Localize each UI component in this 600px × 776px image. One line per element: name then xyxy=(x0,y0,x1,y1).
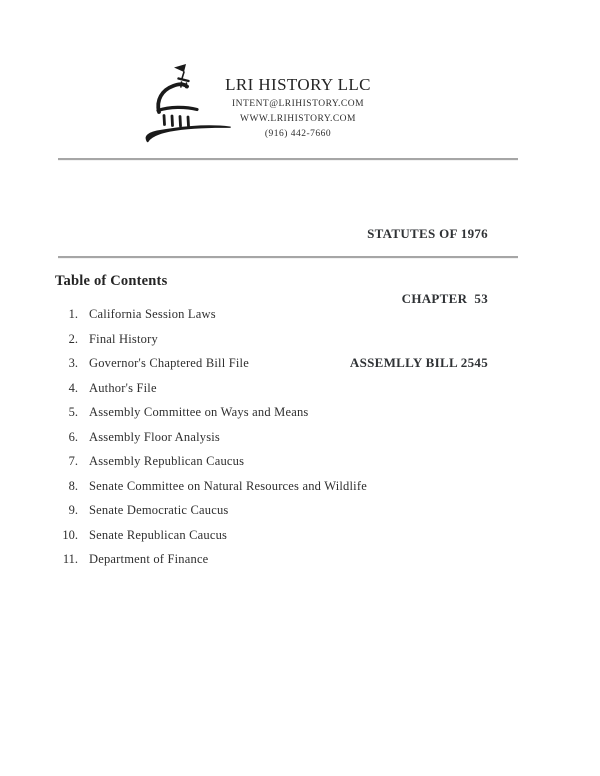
toc-item xyxy=(0,425,560,450)
toc-item-label: Governor's Chaptered Bill File xyxy=(89,356,249,370)
company-name: LRI HISTORY LLC xyxy=(225,75,371,94)
toc-item xyxy=(0,376,560,401)
flag-shape xyxy=(174,64,186,72)
company-phone: (916) 442-7660 xyxy=(264,129,332,139)
toc-item-number: 6. xyxy=(68,429,78,444)
contact-info xyxy=(208,97,388,142)
toc-item-label: Final History xyxy=(89,331,158,346)
bill-line: ASSEMLLY BILL 2545 xyxy=(349,355,488,370)
divider-top xyxy=(58,158,518,160)
toc-item-number: 9. xyxy=(68,503,78,517)
toc-item-number: 7. xyxy=(68,454,78,468)
toc-item xyxy=(0,449,560,474)
toc-item-number: 5. xyxy=(68,405,78,419)
company-email: INTENT@LRIHISTORY.COM xyxy=(231,99,365,109)
toc-item xyxy=(0,523,560,548)
toc-item xyxy=(0,474,560,499)
toc-item xyxy=(0,327,560,352)
toc-item-label: California Session Laws xyxy=(89,307,216,321)
toc-item-number: 1. xyxy=(68,307,78,321)
toc-item-label: Senate Republican Caucus xyxy=(89,527,228,542)
toc-item xyxy=(0,547,560,572)
toc-item-number: 8. xyxy=(68,478,78,493)
toc-item xyxy=(0,498,560,523)
chapter-line: CHAPTER 53 xyxy=(401,290,488,306)
toc-item-number: 2. xyxy=(68,331,78,346)
toc-list xyxy=(0,302,560,572)
toc-item-label: Assembly Floor Analysis xyxy=(89,429,220,444)
toc-item-label: Author's File xyxy=(89,380,157,395)
toc-item-label: Assembly Committee on Ways and Means xyxy=(89,405,309,419)
toc-item-number: 10. xyxy=(62,527,78,542)
toc-title: Table of Contents xyxy=(55,273,168,289)
toc-item-label: Senate Democratic Caucus xyxy=(89,503,229,517)
letterhead xyxy=(208,75,388,142)
company-website: WWW.LRIHISTORY.COM xyxy=(240,114,356,124)
toc-item-number: 11. xyxy=(62,552,78,566)
divider-bottom xyxy=(58,256,518,258)
toc-item-number: 3. xyxy=(68,356,78,370)
toc-item-label: Senate Committee on Natural Resources and Wildlife xyxy=(89,478,367,493)
toc-item-number: 4. xyxy=(68,380,78,395)
toc-item-label: Department of Finance xyxy=(89,552,209,566)
toc-item xyxy=(0,400,560,425)
toc-item xyxy=(0,351,560,376)
statutes-line: STATUTES OF 1976 xyxy=(367,226,488,241)
toc-item-label: Assembly Republican Caucus xyxy=(89,454,245,468)
toc-item xyxy=(0,302,560,327)
